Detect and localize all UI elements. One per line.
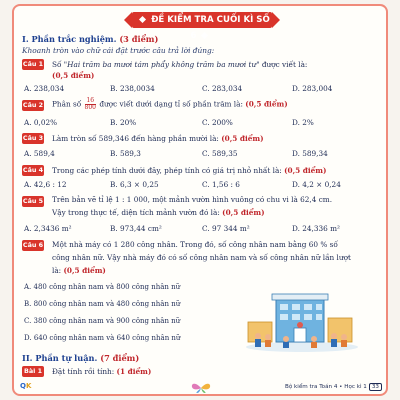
footer [14, 382, 388, 396]
q4-option-a[interactable]: A. 42,6 : 12 [24, 180, 67, 189]
q3-option-a[interactable]: A. 589,4 [24, 149, 55, 158]
q1-option-d[interactable]: D. 283,004 [292, 84, 333, 93]
question-6-badge: Câu 6 [22, 241, 44, 249]
q1-option-c[interactable]: C. 283,034 [202, 84, 243, 93]
diamond-icon [201, 31, 208, 38]
q2-option-b[interactable]: B. 20% [110, 118, 137, 127]
question-5-badge: Câu 5 [22, 197, 44, 205]
q5-option-b[interactable]: B. 973,44 cm² [110, 224, 162, 233]
question-6-line3: là: (0,5 điểm) [52, 266, 106, 275]
part1-heading: I. Phần trắc nghiệm. (3 điểm) [22, 34, 159, 44]
q3-option-c[interactable]: C. 589,35 [202, 149, 238, 158]
q3-option-b[interactable]: B. 589,3 [110, 149, 141, 158]
question-5-line2: Vậy trong thực tế, diện tích mảnh vườn đó là: (0,5 điểm) [52, 208, 265, 217]
question-3-text: Làm tròn số 589,346 đến hàng phần mười là: (0,5 điểm) [52, 134, 264, 143]
worksheet-page [12, 4, 388, 396]
q1-option-a[interactable]: A. 238,034 [24, 84, 65, 93]
question-2-text: Phân số $\frac{16}{800}$ được viết dưới dạng tỉ số phần trăm là: (0,5 điểm) [52, 97, 288, 111]
q2-option-a[interactable]: A. 0,02% [24, 118, 58, 127]
exercise-1-text: Đặt tính rồi tính: (1 điểm) [52, 367, 152, 376]
instruction: Khoanh tròn vào chữ cái đặt trước câu trả lời đúng: [22, 46, 215, 55]
q4-option-b[interactable]: B. 6,3 × 0,25 [110, 180, 159, 189]
exercise-1-badge: Bài 1 [23, 367, 43, 375]
question-1-text: Số "Hai trăm ba mươi tám phẩy không trăm ba mươi tư" được viết là: [52, 60, 308, 69]
footer-book-info: Bộ kiểm tra Toán 4 • Học kì 1 33 [285, 383, 382, 391]
q4-option-c[interactable]: C. 1,56 : 6 [202, 180, 240, 189]
title-ribbon [132, 12, 272, 41]
q6-option-a[interactable]: A. 480 công nhân nam và 800 công nhân nữ [24, 283, 181, 291]
question-2-badge: Câu 2 [22, 101, 44, 109]
question-3-badge: Câu 3 [22, 134, 44, 142]
q5-option-d[interactable]: D. 24,336 m² [292, 224, 340, 233]
q5-option-a[interactable]: A. 2,3436 m² [24, 224, 72, 233]
q4-option-d[interactable]: D. 4,2 × 0,24 [292, 180, 341, 189]
q5-option-c[interactable]: C. 97 344 m² [202, 224, 250, 233]
diamond-icon [139, 15, 146, 22]
q6-option-b[interactable]: B. 800 công nhân nam và 480 công nhân nữ [24, 300, 181, 308]
q2-option-d[interactable]: D. 2% [292, 118, 314, 127]
question-4-badge: Câu 4 [22, 166, 44, 174]
page-title: ĐỀ KIỂM TRA CUỐI KÌ SỐ 6 [151, 15, 270, 41]
q2-option-c[interactable]: C. 200% [202, 118, 233, 127]
question-4-text: Trong các phép tính dưới đây, phép tính có giá trị nhỏ nhất là: (0,5 điểm) [52, 166, 327, 175]
part2-heading: II. Phần tự luận. (7 điểm) [22, 353, 140, 363]
question-6-line2: công nhân nữ. Vậy nhà máy đó có số công nhân nam và số công nhân nữ lần lượt [52, 253, 351, 262]
q6-option-c[interactable]: C. 380 công nhân nam và 900 công nhân nữ [24, 317, 181, 325]
factory-illustration [242, 292, 358, 352]
question-5-line1: Trên bản vẽ tỉ lệ 1 : 1 000, một mảnh vườn hình vuông có chu vi là 62,4 cm. [52, 195, 333, 204]
butterfly-icon [190, 382, 212, 394]
question-1-points: (0,5 điểm) [52, 71, 95, 80]
fraction: $\frac{16}{800}$ [84, 97, 96, 111]
q1-option-b[interactable]: B. 238,0034 [110, 84, 155, 93]
page-number: 33 [369, 383, 382, 391]
question-6-line1: Một nhà máy có 1 280 công nhân. Trong đó, số công nhân nam bằng 60 % số [52, 240, 338, 249]
q6-option-d[interactable]: D. 640 công nhân nam và 640 công nhân nữ [24, 334, 181, 342]
publisher-logo: QK [20, 382, 32, 390]
q3-option-d[interactable]: D. 589,34 [292, 149, 328, 158]
question-1-badge: Câu 1 [22, 60, 44, 68]
